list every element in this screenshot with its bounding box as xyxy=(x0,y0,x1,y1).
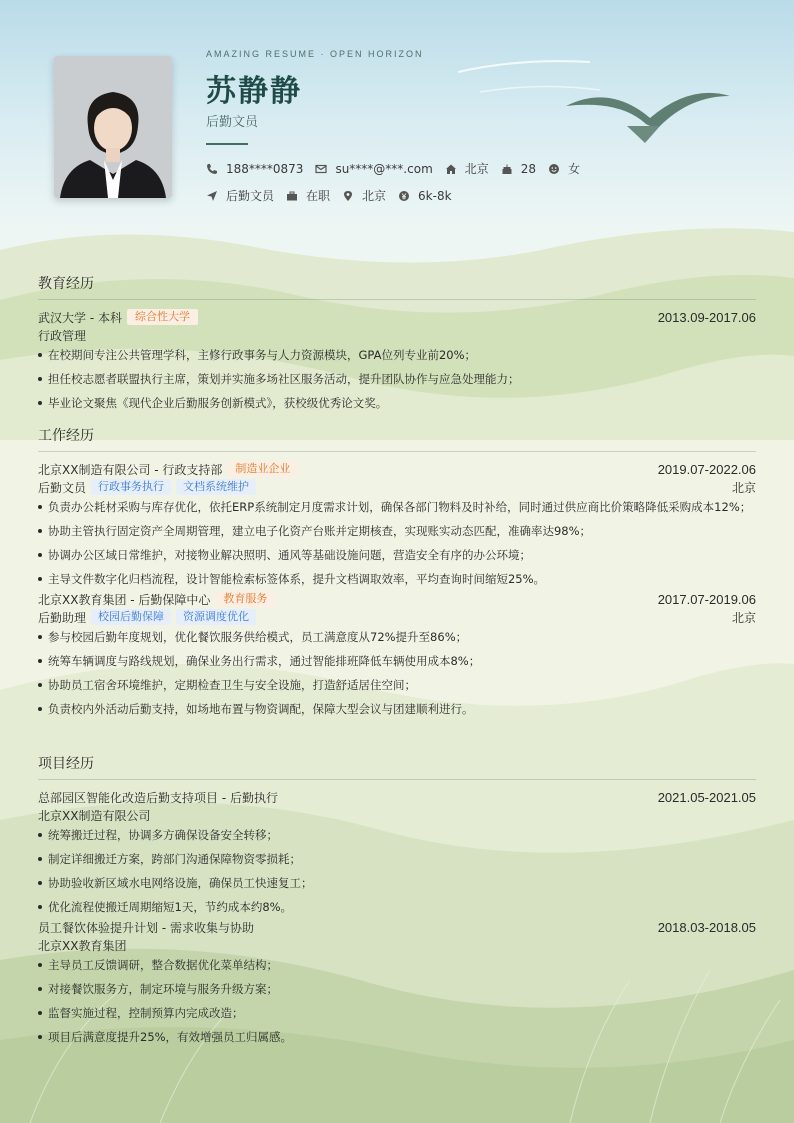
brand-tagline: AMAZING RESUME · OPEN HORIZON xyxy=(206,49,424,59)
list-item: 参与校园后勤年度规划，优化餐饮服务供给模式，员工满意度从72%提升至86%； xyxy=(38,628,756,646)
education-entry-head xyxy=(38,308,756,326)
job-city: 北京 xyxy=(731,610,756,625)
project-org: 北京XX教育集团 xyxy=(38,938,127,953)
job-position: 后勤文员 xyxy=(38,480,87,495)
work-entry-1 xyxy=(38,460,756,588)
skill-tag: 校园后勤保障 xyxy=(91,609,171,625)
contact-target-job: 后勤文员 xyxy=(206,187,274,204)
briefcase-icon xyxy=(286,190,298,202)
phone-icon xyxy=(206,163,218,175)
cake-icon xyxy=(501,163,513,175)
work-bullets xyxy=(38,498,756,588)
major: 行政管理 xyxy=(38,328,87,343)
work-entry-2 xyxy=(38,590,756,718)
school-name: 武汉大学 - 本科 xyxy=(38,310,122,325)
contact-age: 28 xyxy=(501,162,536,176)
section-title-work: 工作经历 xyxy=(38,425,756,452)
job-position: 后勤助理 xyxy=(38,610,87,625)
list-item: 统筹车辆调度与路线规划，确保业务出行需求，通过智能排班降低车辆使用成本8%； xyxy=(38,652,756,670)
list-item: 监督实施过程，控制预算内完成改造； xyxy=(38,1004,756,1022)
contact-salary: 6k-8k xyxy=(398,189,452,203)
education-major-row xyxy=(38,326,756,344)
work-bullets xyxy=(38,628,756,718)
project-entry-1 xyxy=(38,788,756,916)
contact-target-city: 北京 xyxy=(342,187,386,204)
project-name: 员工餐饮体验提升计划 - 需求收集与协助 xyxy=(38,920,254,935)
profile-photo xyxy=(54,56,172,198)
work-date: 2017.07-2019.06 xyxy=(657,591,756,607)
contact-phone: 188****0873 xyxy=(206,162,303,176)
contact-row-personal xyxy=(206,160,592,177)
section-title-projects: 项目经历 xyxy=(38,753,756,780)
send-icon xyxy=(206,190,218,202)
contact-status: 在职 xyxy=(286,187,330,204)
skill-tag: 资源调度优化 xyxy=(176,609,256,625)
list-item: 协助员工宿舍环境维护，定期检查卫生与安全设施，打造舒适居住空间； xyxy=(38,676,756,694)
location-pin-icon xyxy=(342,190,354,202)
list-item: 负责办公耗材采购与库存优化，依托ERP系统制定月度需求计划，确保各部门物料及时补给，同时通过供应商比价策略降低采购成本12%； xyxy=(38,498,756,516)
education-date: 2013.09-2017.06 xyxy=(657,309,756,325)
list-item: 协调办公区域日常维护，对接物业解决照明、通风等基础设施问题，营造安全有序的办公环境； xyxy=(38,546,756,564)
project-name: 总部园区智能化改造后勤支持项目 - 后勤执行 xyxy=(38,790,278,805)
list-item: 协助主管执行固定资产全周期管理，建立电子化资产台账并定期核查，实现账实动态匹配，准确率达98%； xyxy=(38,522,756,540)
section-title-education: 教育经历 xyxy=(38,273,756,300)
salary-icon xyxy=(398,190,410,202)
company-name: 北京XX教育集团 - 后勤保障中心 xyxy=(38,592,211,607)
contact-home-city: 北京 xyxy=(445,160,489,177)
company-type-tag: 制造业企业 xyxy=(227,461,298,477)
work-section xyxy=(38,425,756,724)
list-item: 毕业论文聚焦《现代企业后勤服务创新模式》，获校级优秀论文奖。 xyxy=(38,394,756,412)
list-item: 项目后满意度提升25%，有效增强员工归属感。 xyxy=(38,1028,756,1046)
contact-email: su****@***.com xyxy=(315,162,432,176)
project-date: 2018.03-2018.05 xyxy=(657,919,756,935)
list-item: 协助验收新区域水电网络设施，确保员工快速复工； xyxy=(38,874,756,892)
list-item: 主导员工反馈调研，整合数据优化菜单结构； xyxy=(38,956,756,974)
project-org: 北京XX制造有限公司 xyxy=(38,808,151,823)
candidate-name: 苏静静 xyxy=(206,74,302,109)
title-divider xyxy=(206,143,248,145)
skill-tag: 文档系统维护 xyxy=(176,479,256,495)
list-item: 对接餐饮服务方，制定环境与服务升级方案； xyxy=(38,980,756,998)
home-icon xyxy=(445,163,457,175)
project-bullets xyxy=(38,826,756,916)
list-item: 统筹搬迁过程，协调多方确保设备安全转移； xyxy=(38,826,756,844)
company-name: 北京XX制造有限公司 - 行政支持部 xyxy=(38,462,223,477)
education-bullets xyxy=(38,346,756,412)
candidate-role: 后勤文员 xyxy=(206,115,259,130)
work-date: 2019.07-2022.06 xyxy=(657,461,756,477)
contact-gender: 女 xyxy=(548,160,580,177)
list-item: 在校期间专注公共管理学科，主修行政事务与人力资源模块，GPA位列专业前20%； xyxy=(38,346,756,364)
list-item: 制定详细搬迁方案，跨部门沟通保障物资零损耗； xyxy=(38,850,756,868)
school-type-tag: 综合性大学 xyxy=(127,309,198,325)
project-bullets xyxy=(38,956,756,1046)
skill-tag: 行政事务执行 xyxy=(91,479,171,495)
mail-icon xyxy=(315,163,327,175)
job-city: 北京 xyxy=(731,480,756,495)
education-section xyxy=(38,273,756,418)
gender-icon xyxy=(548,163,560,175)
list-item: 担任校志愿者联盟执行主席，策划并实施多场社区服务活动，提升团队协作与应急处理能力； xyxy=(38,370,756,388)
project-date: 2021.05-2021.05 xyxy=(657,789,756,805)
projects-section xyxy=(38,753,756,1052)
company-type-tag: 教育服务 xyxy=(215,591,275,607)
contact-row-job xyxy=(206,187,464,204)
list-item: 优化流程使搬迁周期缩短1天，节约成本约8%。 xyxy=(38,898,756,916)
project-entry-2 xyxy=(38,918,756,1046)
list-item: 负责校内外活动后勤支持，如场地布置与物资调配，保障大型会议与团建顺利进行。 xyxy=(38,700,756,718)
list-item: 主导文件数字化归档流程，设计智能检索标签体系，提升文档调取效率，平均查询时间缩短25%。 xyxy=(38,570,756,588)
